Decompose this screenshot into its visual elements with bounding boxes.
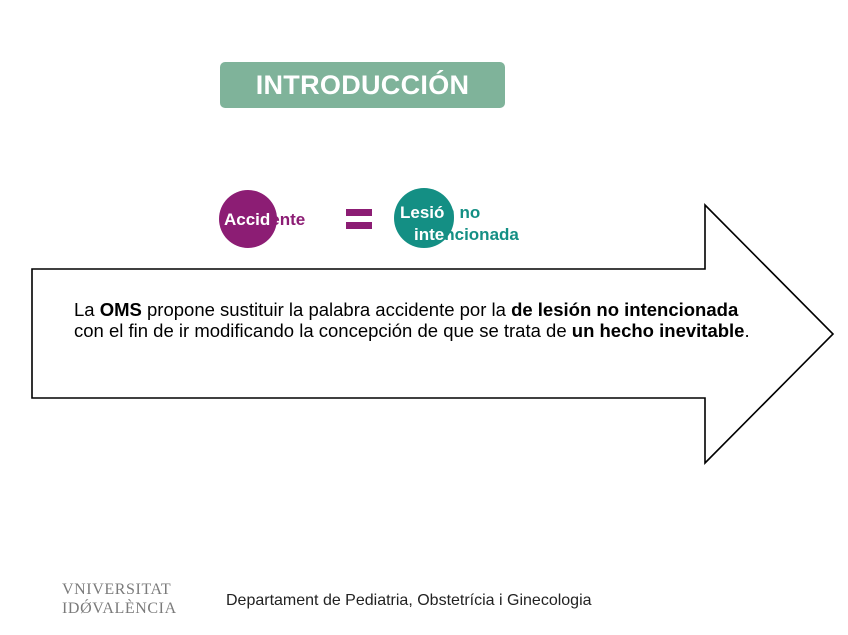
text-bold-oms: OMS	[99, 299, 142, 320]
footer-department: Departament de Pediatria, Obstetrícia i Ginecologia	[226, 592, 592, 609]
text-part: propone sustituir la palabra accidente por la	[141, 299, 512, 320]
text-part: con el fin de ir modificando la concepción de que se trata de	[74, 320, 572, 341]
lesion-line1-part2: n no	[444, 203, 481, 222]
logo-line1: VNIVERSITAT	[62, 581, 172, 598]
lesion-line2-part1: inte	[414, 225, 445, 244]
university-logo	[62, 580, 192, 618]
accidente-word-part1: Accid	[224, 210, 271, 229]
text-part: .	[744, 320, 750, 341]
slide-title: INTRODUCCIÓN	[255, 69, 470, 100]
accidente-word-part2: ente	[270, 210, 306, 229]
lesion-line1-part1: Lesió	[400, 203, 445, 222]
lesion-line2-part2: ncionada	[444, 225, 519, 244]
arrow-body-text	[74, 299, 764, 341]
text-bold-lesion: de lesión no intencionada	[511, 299, 739, 320]
logo-line2: IDǾVALÈNCIA	[62, 600, 177, 617]
text-bold-hecho: un hecho inevitable	[571, 320, 745, 341]
text-part: La	[74, 299, 100, 320]
